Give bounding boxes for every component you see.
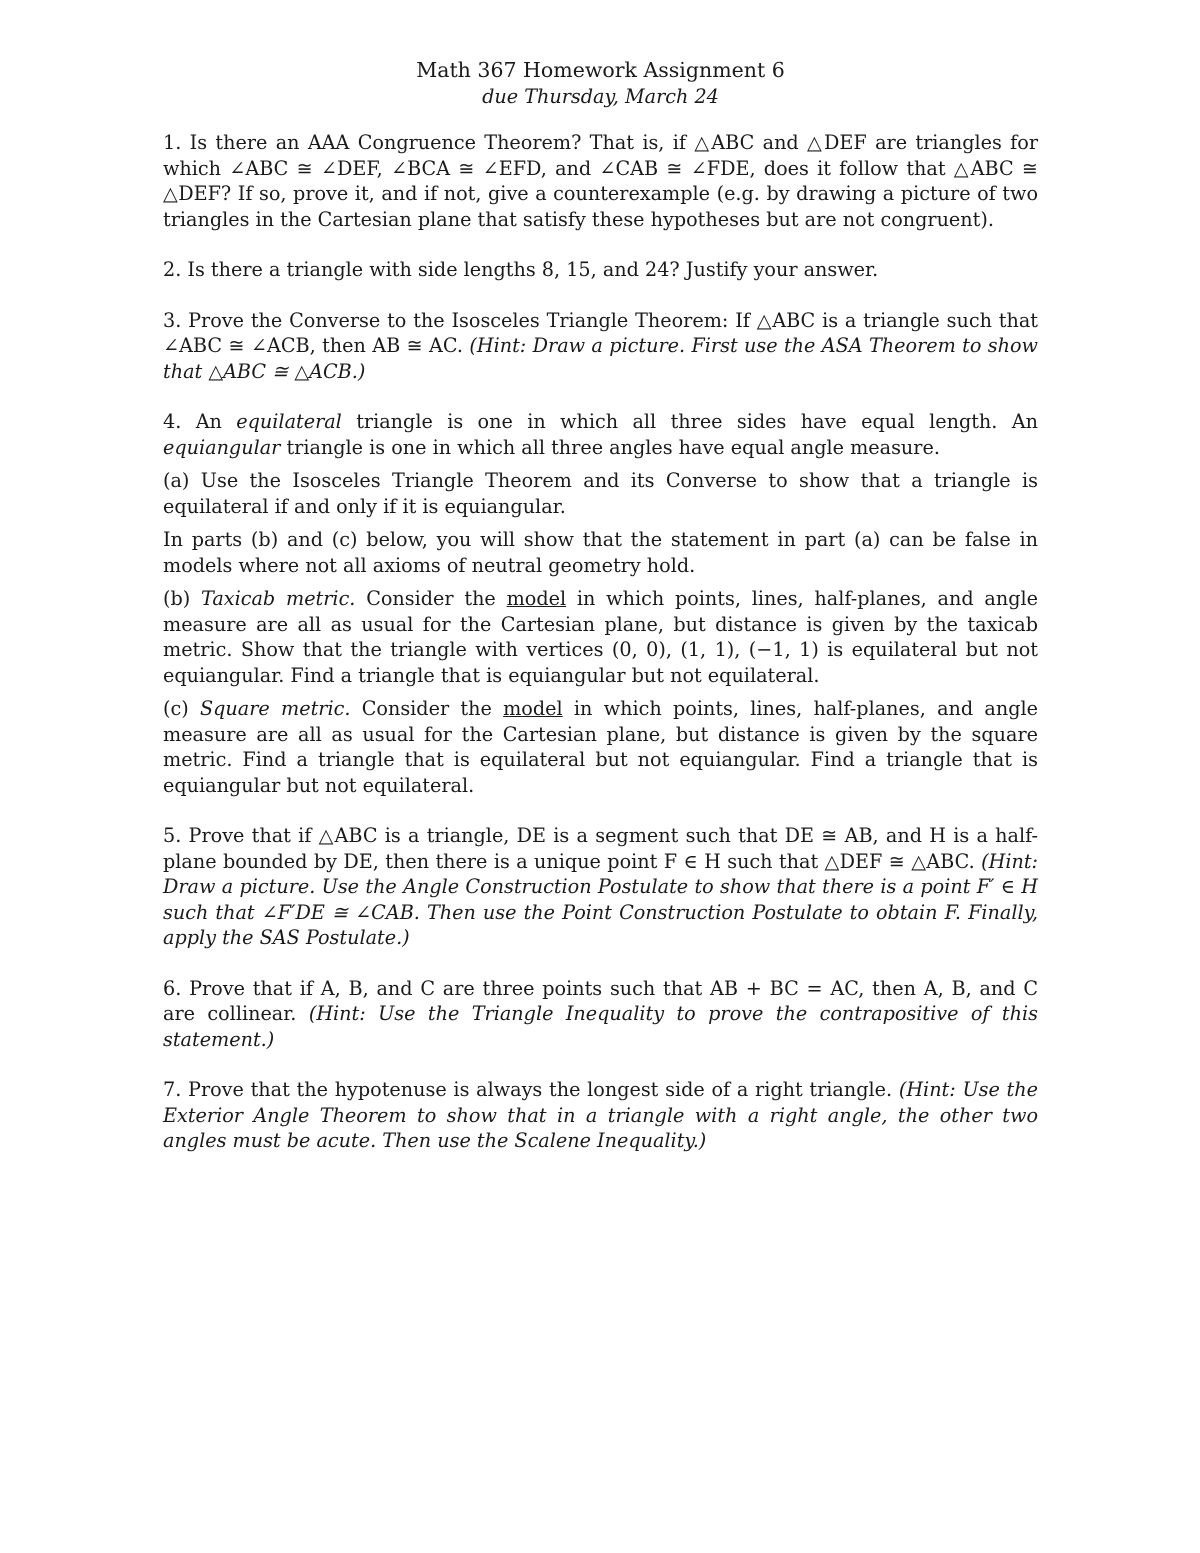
problem-4b-post: in which points, lines, half-planes, and angle measure are all as usual for the Cartesian plane, but distance is given by the taxicab metric. Show that the triangle with vertices (0, 0), (1, 1), (−1, 1) is equilateral but not equiangular. Find a triangle that is equiangular but not equilateral. [163,587,1038,687]
problem-3 [163,308,1038,385]
problem-1 [163,130,1038,232]
term-equiangular: equiangular [163,435,281,459]
problem-5-hint: (Hint: Draw a picture. Use the Angle Construction Postulate to show that there is a point F′ ∈ H such that ∠F′DE ≅ ∠CAB. Then use the Point Construction Postulate to obtain F. Finally, apply the SAS Postulate.) [163,849,1039,949]
problem-4-intro-e: triangle is one in which all three angles have equal angle measure. [286,435,940,459]
document-header [163,56,1038,110]
problem-4c-pre: Consider the [361,697,492,720]
problem-4a-text: (a) Use the Isosceles Triangle Theorem and its Converse to show that a triangle is equilateral if and only if it is equiangular. [163,469,1038,518]
due-date: due Thursday, March 24 [482,85,719,108]
problem-4-intro [163,409,1038,460]
problem-4c-post: in which points, lines, half-planes, and angle measure are all as usual for the Cartesian plane, but distance is given by the square metric. Find a triangle that is equilateral but not equiangular. Find a triangle that is equiangular but not equilateral. [163,697,1039,797]
problem-2 [163,257,1038,283]
problem-4c [163,696,1038,798]
model-link-b[interactable]: model [506,587,567,610]
square-metric-name: Square metric. [200,697,351,720]
problem-7-text: 7. Prove that the hypotenuse is always the longest side of a right triangle. [163,1078,893,1101]
problem-4-intro-a: 4. An [163,410,222,433]
problem-1-text: 1. Is there an AAA Congruence Theorem? That is, if △ABC and △DEF are triangles for which ∠ABC ≅ ∠DEF, ∠BCA ≅ ∠EFD, and ∠CAB ≅ ∠FDE, does it follow that △ABC ≅ △DEF? If so, prove it, and if not, give a counterexample (e.g. by drawing a picture of two triangles in the Cartesian plane that satisfy these hypotheses but are not congruent). [163,131,1038,231]
problem-4a [163,468,1038,519]
term-equilateral: equilateral [236,410,342,433]
problem-4c-label: (c) [163,697,189,720]
problem-4b [163,586,1038,688]
problem-3-hint: (Hint: Draw a picture. First use the ASA Theorem to show that △ABC ≅ △ACB.) [163,334,1038,383]
problem-4b-label: (b) [163,587,191,610]
page-title: Math 367 Homework Assignment 6 [416,58,785,82]
problem-4-mid-text: In parts (b) and (c) below, you will show that the statement in part (a) can be false in models where not all axioms of neutral geometry hold. [163,528,1038,577]
homework-page [163,56,1038,1179]
problem-7-hint: (Hint: Use the Exterior Angle Theorem to show that in a triangle with a right angle, the other two angles must be acute. Then use the Scalene Inequality.) [163,1078,1038,1152]
problem-4b-pre: Consider the [366,587,496,610]
problem-4-mid [163,527,1038,578]
model-link-c[interactable]: model [503,697,563,720]
problem-5-text: 5. Prove that if △ABC is a triangle, DE is a segment such that DE ≅ AB, and H is a half-plane bounded by DE, then there is a unique point F ∈ H such that △DEF ≅ △ABC. [163,824,1038,873]
problem-4-intro-c: triangle is one in which all three sides have equal length. An [356,410,1038,433]
problem-4 [163,409,1038,798]
problem-6-hint: (Hint: Use the Triangle Inequality to prove the contrapositive of this statement.) [163,1002,1038,1051]
problem-3-text: 3. Prove the Converse to the Isosceles Triangle Theorem: If △ABC is a triangle such that ∠ABC ≅ ∠ACB, then AB ≅ AC. [163,308,1038,357]
taxicab-metric-name: Taxicab metric. [201,587,356,610]
problem-7 [163,1077,1038,1154]
problem-2-text: 2. Is there a triangle with side lengths 8, 15, and 24? Justify your answer. [163,258,879,281]
problem-6-text: 6. Prove that if A, B, and C are three points such that AB + BC = AC, then A, B, and C are collinear. [163,976,1038,1025]
problem-6 [163,976,1038,1053]
problem-5 [163,823,1038,951]
